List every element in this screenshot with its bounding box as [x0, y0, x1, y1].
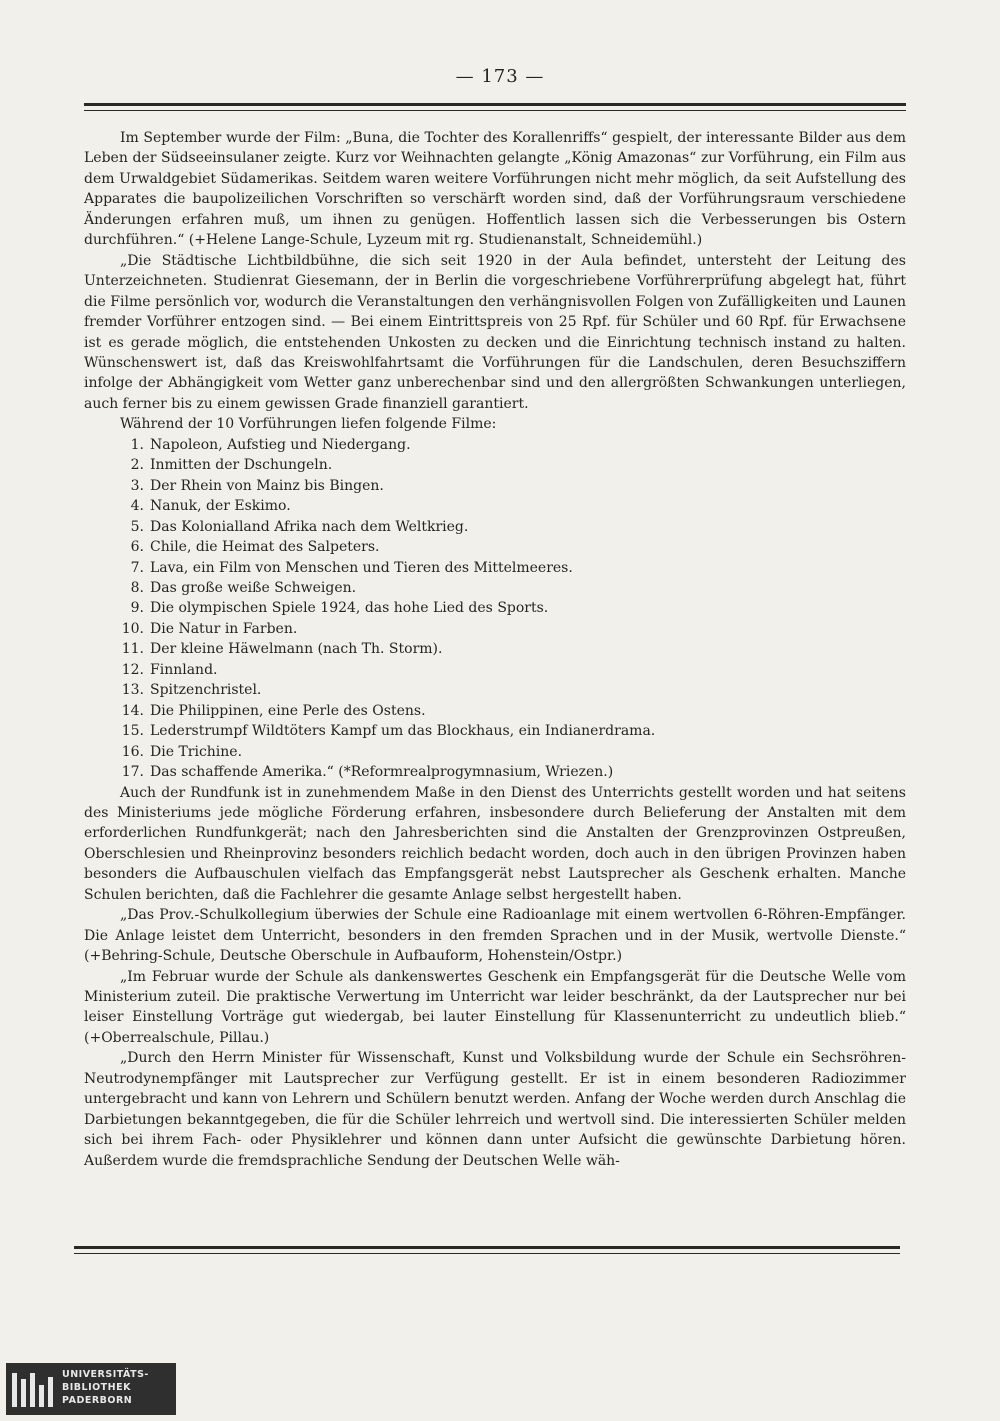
film-list [84, 435, 906, 783]
list-item-title: Die Philippinen, eine Perle des Ostens. [150, 702, 426, 719]
library-logo-line: UNIVERSITÄTS- [62, 1369, 149, 1380]
list-item-title: Lederstrumpf Wildtöters Kampf um das Blockhaus, ein Indianerdrama. [150, 723, 656, 740]
list-item-title: Inmitten der Dschungeln. [150, 457, 333, 474]
library-logo-text [62, 1368, 149, 1407]
list-item-number: 10. [121, 620, 144, 637]
library-logo-line: BIBLIOTHEK [62, 1382, 131, 1393]
library-logo-line: PADERBORN [62, 1395, 133, 1406]
list-item [84, 558, 906, 578]
paragraph-lichtbildbuehne: „Die Städtische Lichtbildbühne, die sich seit 1920 in der Aula befindet, untersteht der Leitung des Unterzeichneten. Studienrat Giesemann, der in Berlin die vorgeschriebene Vorführerprüfung abgelegt hat, führt die Filme persönlich vor, wodurch die Veranstaltungen den verhängnisvollen Folgen von Zufälligkeiten und Launen fremder Vorführer entzogen sind. — Bei einem Eintrittspreis von 25 Rpf. für Schüler und 60 Rpf. für Erwachsene ist es gerade möglich, die entstehenden Unkosten zu decken und die Einrichtung technisch instand zu halten. Wünschenswert ist, daß das Kreiswohlfahrtsamt die Vorführungen für die Landschulen, deren Besuchsziffern infolge der Abhängigkeit vom Wetter ganz unberechenbar sind und den allergrößten Schwankungen unterliegen, auch ferner bis zu einem gewissen Grade finanziell garantiert. [84, 252, 906, 412]
list-item-title: Die Natur in Farben. [150, 620, 298, 637]
list-item [84, 701, 906, 721]
paragraph-deutsche-welle: „Im Februar wurde der Schule als dankenswertes Geschenk ein Empfangsgerät für die Deutsche Welle vom Ministerium zuteil. Die praktische Verwertung im Unterricht war leider beschränkt, da der Lautsprecher nur bei leiser Einstellung Vorträge gut wiedergab, bei lauter Einstellung für Klassenunterricht zu undeutlich blieb.“ (+Oberrealschule, Pillau.) [84, 968, 906, 1046]
list-item [84, 680, 906, 700]
list-item-title: Chile, die Heimat des Salpeters. [150, 539, 380, 556]
top-rule-thin [84, 110, 906, 111]
paragraph-rundfunk: Auch der Rundfunk ist in zunehmendem Maße in den Dienst des Unterrichts gestellt worden und hat seitens des Ministeriums jede mögliche Förderung erfahren, insbesondere durch Belieferung der Anstalten mit dem erforderlichen Rundfunkgerät; nach den Jahresberichten sind die Anstalten der Grenzprovinzen Ostpreußen, Oberschlesien und Rheinprovinz besonders reichlich bedacht worden, doch auch in den übrigen Provinzen haben besonders die Aufbauschulen vielfach das Empfangsgerät nebst Lautsprecher als Geschenk erhalten. Manche Schulen berichten, daß die Fachlehrer die gesamte Anlage selbst hergestellt haben. [84, 784, 906, 903]
list-item-title: Der Rhein von Mainz bis Bingen. [150, 477, 384, 494]
main-text [84, 128, 906, 1171]
list-item [84, 660, 906, 680]
list-item-number: 11. [121, 641, 144, 658]
list-item-number: 7. [130, 559, 144, 576]
paragraph-film-buna: Im September wurde der Film: „Buna, die Tochter des Korallenriffs“ gespielt, der interessante Bilder aus dem Leben der Südseeinsulaner zeigte. Kurz vor Weihnachten gelangte „König Amazonas“ zur Vorführung, ein Film aus dem Urwaldgebiet Südamerikas. Seitdem waren weitere Vorführungen nicht mehr möglich, da seit Aufstellung des Apparates die baupolizeilichen Vorschriften so verschärft worden sind, daß der Vorführungsraum verschiedene Änderungen erfahren muß, um ihnen zu genügen. Hoffentlich lassen sich die Verbesserungen bis Ostern durchführen.“ (+Helene Lange-Schule, Lyzeum mit rg. Studienanstalt, Schneidemühl.) [84, 130, 906, 249]
list-item [84, 517, 906, 537]
list-item-number: 3. [130, 477, 144, 494]
list-item [84, 496, 906, 516]
list-item-title: Die olympischen Spiele 1924, das hohe Lied des Sports. [150, 600, 549, 617]
list-item [84, 476, 906, 496]
list-item-title: Nanuk, der Eskimo. [150, 498, 291, 515]
list-item-title: Napoleon, Aufstieg und Niedergang. [150, 436, 411, 453]
paragraph-film-list-intro: Während der 10 Vorführungen liefen folgende Filme: [120, 416, 497, 433]
list-item [84, 578, 906, 598]
list-item-number: 13. [121, 682, 144, 699]
top-rule-thick [84, 103, 906, 106]
list-item [84, 619, 906, 639]
list-item-number: 4. [130, 498, 144, 515]
library-bars-icon [12, 1373, 56, 1407]
list-item-number: 2. [130, 457, 144, 474]
list-item [84, 537, 906, 557]
list-item-number: 6. [130, 539, 144, 556]
paragraph-radioanlage: „Das Prov.-Schulkollegium überwies der Schule eine Radioanlage mit einem wertvollen 6-Röhren-Empfänger. Die Anlage leistet dem Unterricht, besonders in den fremden Sprachen und in der Musik, wertvolle Dienste.“ (+Behring-Schule, Deutsche Oberschule in Aufbauform, Hohenstein/Ostpr.) [84, 907, 906, 965]
list-item [84, 639, 906, 659]
list-item-title: Der kleine Häwelmann (nach Th. Storm). [150, 641, 443, 658]
page-number: — 173 — [455, 66, 545, 87]
list-item-title: Die Trichine. [150, 743, 243, 760]
list-item [84, 455, 906, 475]
bottom-rule-thin [74, 1253, 900, 1254]
list-item-number: 12. [121, 661, 144, 678]
list-item-number: 1. [130, 436, 144, 453]
list-item-number: 14. [121, 702, 144, 719]
library-logo [6, 1363, 176, 1415]
list-item-title: Das schaffende Amerika.“ (*Reformrealprogymnasium, Wriezen.) [150, 764, 614, 781]
list-item-title: Das Kolonialland Afrika nach dem Weltkrieg. [150, 518, 469, 535]
list-item [84, 598, 906, 618]
list-item-number: 16. [121, 743, 144, 760]
list-item [84, 762, 906, 782]
list-item-number: 9. [130, 600, 144, 617]
list-item-number: 8. [130, 579, 144, 596]
list-item-number: 5. [130, 518, 144, 535]
paragraph-sechsroehren: „Durch den Herrn Minister für Wissenschaft, Kunst und Volksbildung wurde der Schule ein Sechsröhren-Neutrodynempfänger mit Lautsprecher zur Verfügung gestellt. Er ist in einem besonderen Radiozimmer untergebracht und kann von Lehrern und Schülern benutzt werden. Anfang der Woche werden durch Anschlag die Darbietungen bekanntgegeben, die für die Schüler lehrreich und wertvoll sind. Die interessierten Schüler melden sich bei ihrem Fach- oder Physiklehrer und können dann unter Aufsicht die gewünschte Darbietung hören. Außerdem wurde die fremdsprachliche Sendung der Deutschen Welle wäh- [84, 1050, 906, 1169]
list-item-title: Finnland. [150, 661, 218, 678]
list-item-title: Lava, ein Film von Menschen und Tieren des Mittelmeeres. [150, 559, 573, 576]
list-item-number: 15. [121, 723, 144, 740]
list-item-title: Spitzenchristel. [150, 682, 262, 699]
list-item-number: 17. [121, 764, 144, 781]
list-item [84, 721, 906, 741]
list-item [84, 742, 906, 762]
bottom-rule-thick [74, 1246, 900, 1249]
list-item [84, 435, 906, 455]
list-item-title: Das große weiße Schweigen. [150, 579, 357, 596]
